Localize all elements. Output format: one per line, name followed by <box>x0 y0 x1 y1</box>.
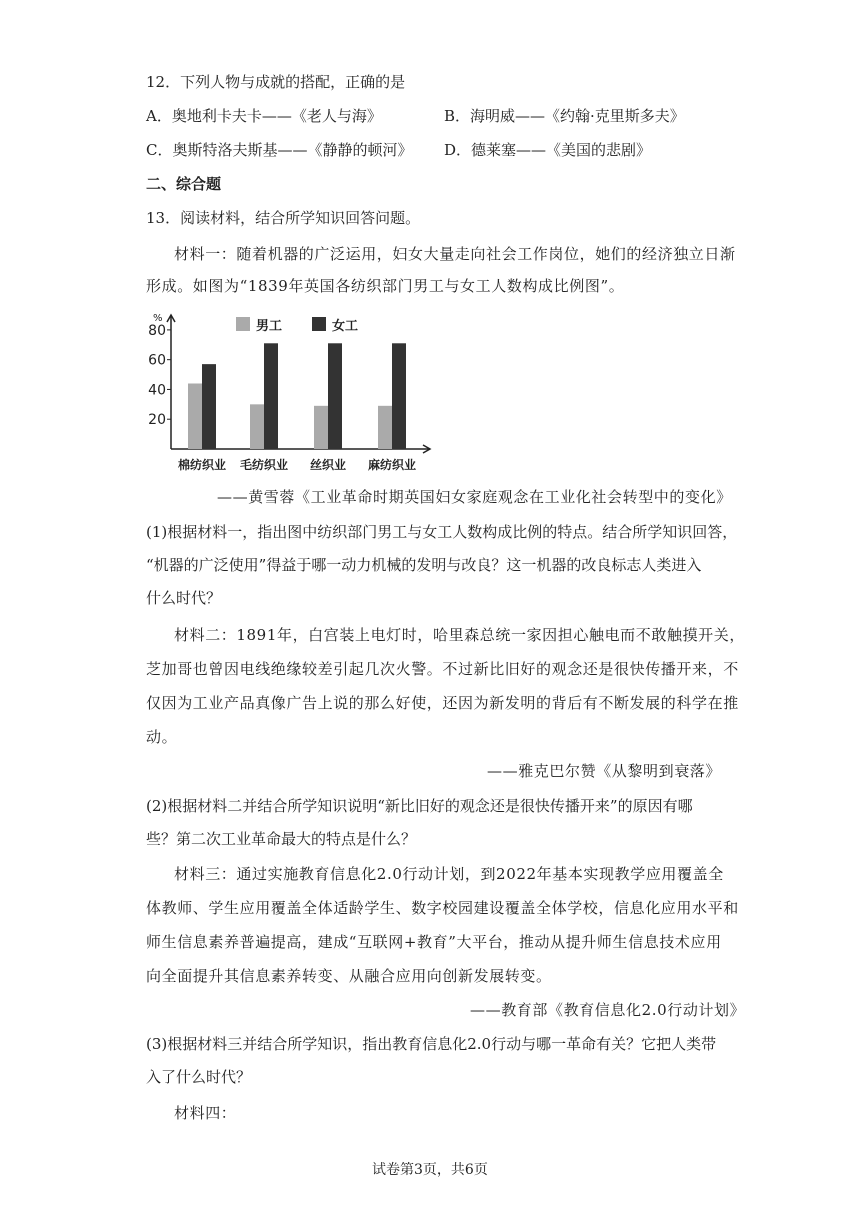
q12-stem: 12．下列人物与成就的搭配，正确的是 <box>146 73 406 91</box>
bar-female <box>328 343 342 449</box>
material-4-label: 材料四： <box>174 1104 237 1122</box>
material-2-line: 动。 <box>146 728 178 746</box>
material-1-source: ——黄雪蓉《工业革命时期英国妇女家庭观念在工业化社会转型中的变化》 <box>217 488 732 506</box>
bar-male <box>188 383 202 449</box>
q12-option-b: B．海明威——《约翰·克里斯多夫》 <box>444 107 685 125</box>
q12-option-a: A．奥地利卡夫卡——《老人与海》 <box>146 107 382 125</box>
x-category-label: 毛纺织业 <box>239 458 289 472</box>
question-1-line: (1)根据材料一，指出图中纺织部门男工与女工人数构成比例的特点。结合所学知识回答， <box>146 523 738 541</box>
question-1-line: “机器的广泛使用”得益于哪一动力机械的发明与改良？这一机器的改良标志人类进入 <box>146 556 702 574</box>
y-tick-label: 60 <box>148 352 166 369</box>
q12-option-d: D．德莱塞——《美国的悲剧》 <box>444 141 652 159</box>
legend-swatch <box>312 317 326 331</box>
material-3-line: 师生信息素养普遍提高，建成“互联网+教育”大平台，推动从提升师生信息技术应用 <box>146 933 722 951</box>
y-tick-label: 40 <box>148 382 166 399</box>
question-3-line: (3)根据材料三并结合所学知识，指出教育信息化2.0行动与哪一革命有关？它把人类带 <box>146 1035 717 1053</box>
legend-label: 女工 <box>332 319 359 334</box>
legend-swatch <box>236 317 250 331</box>
bar-male <box>314 406 328 449</box>
material-1-line: 材料一：随着机器的广泛运用，妇女大量走向社会工作岗位，她们的经济独立日渐 <box>174 245 736 263</box>
question-2-line: (2)根据材料二并结合所学知识说明“新比旧好的观念还是很快传播开来”的原因有哪 <box>146 797 693 815</box>
x-category-label: 丝织业 <box>309 458 347 472</box>
material-3-line: 向全面提升其信息素养转变、从融合应用向创新发展转变。 <box>146 967 552 985</box>
question-2-line: 些？第二次工业革命最大的特点是什么？ <box>146 830 417 848</box>
material-3-line: 材料三：通过实施教育信息化2.0行动计划，到2022年基本实现教学应用覆盖全 <box>174 865 724 883</box>
q13-stem: 13．阅读材料，结合所学知识回答问题。 <box>146 209 421 227</box>
x-category-label: 棉纺织业 <box>177 458 227 472</box>
material-2-line: 材料二：1891年，白宫装上电灯时，哈里森总统一家因担心触电而不敢触摸开关， <box>174 626 745 644</box>
page-footer: 试卷第3页，共6页 <box>372 1162 488 1178</box>
material-3-line: 体教师、学生应用覆盖全体适龄学生、数字校园建设覆盖全体学校，信息化应用水平和 <box>146 899 739 917</box>
y-tick-label: 80 <box>148 322 166 339</box>
q12-option-c: C．奥斯特洛夫斯基——《静静的顿河》 <box>146 141 413 159</box>
bar-male <box>250 404 264 449</box>
material-2-line: 芝加哥也曾因电线绝缘较差引起几次火警。不过新比旧好的观念还是很快传播开来，不 <box>146 660 739 678</box>
question-1-line: 什么时代？ <box>146 589 222 607</box>
legend-label: 男工 <box>256 319 283 334</box>
material-1-line: 形成。如图为“1839年英国各纺织部门男工与女工人数构成比例图”。 <box>146 277 625 295</box>
bar-female <box>392 343 406 449</box>
material-3-source: ——教育部《教育信息化2.0行动计划》 <box>470 1001 746 1019</box>
y-tick-label: 20 <box>148 412 166 429</box>
y-axis-unit: % <box>153 313 163 324</box>
section-heading: 二、综合题 <box>146 175 222 193</box>
question-3-line: 入了什么时代？ <box>146 1068 252 1086</box>
bar-female <box>264 343 278 449</box>
bar-male <box>378 406 392 449</box>
material-2-source: ——雅克巴尔赞《从黎明到衰落》 <box>487 762 722 780</box>
bar-female <box>202 364 216 449</box>
x-category-label: 麻纺织业 <box>367 458 417 472</box>
material-2-line: 仅因为工业产品真像广告上说的那么好使，还因为新发明的背后有不断发展的科学在推 <box>146 694 739 712</box>
bar-chart <box>140 305 440 475</box>
